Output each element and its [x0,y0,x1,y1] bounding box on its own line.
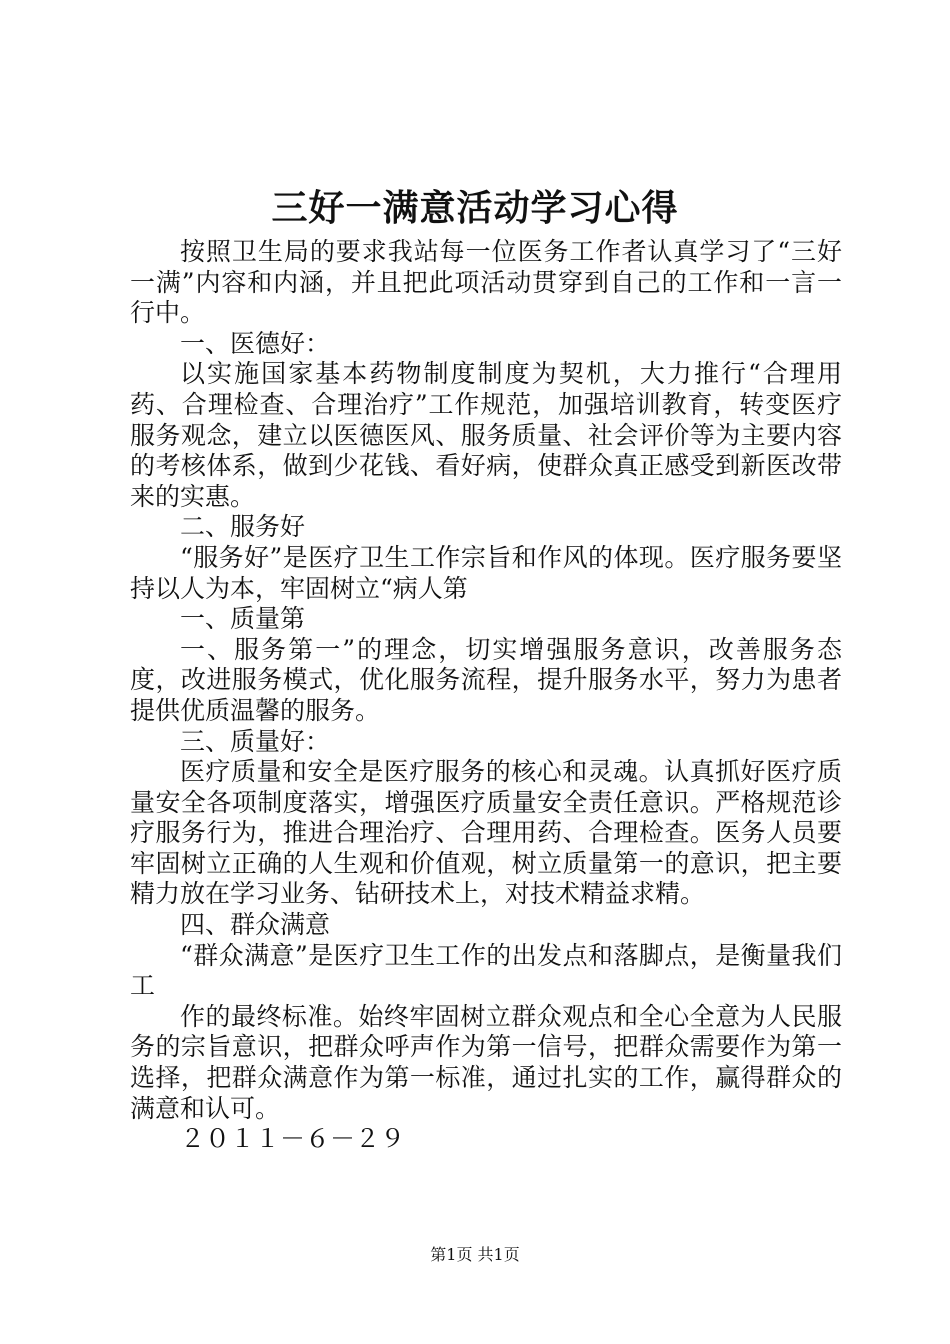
section-heading-3: 三、质量好： [180,726,331,756]
section-body-1: 以实施国家基本药物制度制度为契机，大力推行“合理用药、合理检查、合理治疗”工作规范，加强培训教育，转变医疗服务观念，建立以医德医风、服务质量、社会评价等为主要内容的考核体系，做到少花钱、看好病，使群众真正感受到新医改带来的实惠。 [130,359,842,511]
section-body-4a: “群众满意”是医疗卫生工作的出发点和落脚点，是衡量我们工 [130,940,842,1001]
section-body-2b: 一、服务第一”的理念，切实增强服务意识，改善服务态度，改进服务模式，优化服务流程，提升服务水平，努力为患者提供优质温馨的服务。 [130,634,842,725]
section-heading-2: 二、服务好 [180,512,306,542]
section-heading-4: 四、群众满意 [180,910,331,940]
document-title: 三好一满意活动学习心得 [271,187,679,229]
section-heading-1: 一、医德好： [180,328,331,358]
section-body-2a: “服务好”是医疗卫生工作宗旨和作风的体现。医疗服务要坚持以人为本，牢固树立“病人第 [130,542,842,603]
document-body [130,237,842,1155]
document-date: ２０１１－６－２９ [180,1124,406,1154]
page-footer: 第1页 共1页 [430,1245,520,1264]
section-body-3: 医疗质量和安全是医疗服务的核心和灵魂。认真抓好医疗质量安全各项制度落实，增强医疗质量安全责任意识。严格规范诊疗服务行为，推进合理治疗、合理用药、合理检查。医务人员要牢固树立正确的人生观和价值观，树立质量第一的意识，把主要精力放在学习业务、钻研技术上，对技术精益求精。 [130,757,842,909]
section-fragment: 一、质量第 [180,604,306,634]
intro-paragraph: 按照卫生局的要求我站每一位医务工作者认真学习了“三好一满”内容和内涵，并且把此项活动贯穿到自己的工作和一言一行中。 [130,237,842,328]
section-body-4b: 作的最终标准。始终牢固树立群众观点和全心全意为人民服务的宗旨意识，把群众呼声作为第一信号，把群众需要作为第一选择，把群众满意作为第一标准，通过扎实的工作，赢得群众的满意和认可。 [130,1001,842,1123]
